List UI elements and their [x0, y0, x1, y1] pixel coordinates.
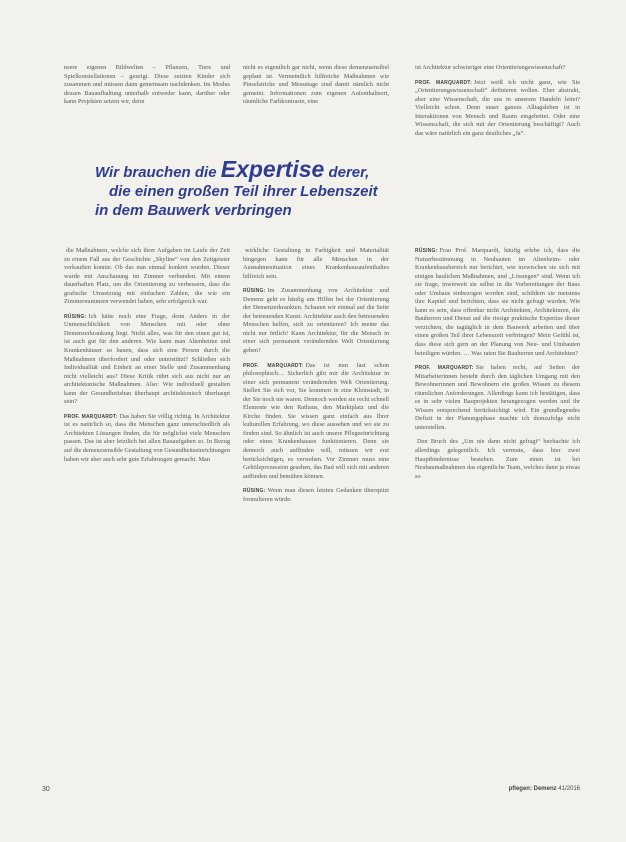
page-number: 30: [42, 786, 50, 793]
paragraph-text: die Maßnahmen, welche sich ihrer Aufgaben im Laufe der Zeit zu einem Fall aus der Geschichte „Skyline“ von den Zeitgeister verkauften konnte. Ob das nun einmal konkret wurden. Dieser wurde mit Anschauung im Zimmer verbunden. Mit einem dauerhaften Platz, um die Orientierung zu verbessern, dass die grafische Umsetzung mit einfachen Zahlen, die wie ein Zimmernummern verwendet haben, sehr erfolgreich war.: [64, 247, 230, 306]
pull-quote-text-b: derer,: [324, 164, 370, 181]
top-column-2-text: nicht es eigentlich gar nicht, wenn diese demenzsensibel geplant ist. Vermeintlich hilfreiche Maßnahmen wie Pinselstriche und Messetage sind damit nämlich nicht gemeint. Informationen zum eigenen Aufenthaltsort, räumliche Farbkontraste, eine: [243, 64, 389, 106]
pull-quote-line-1: [95, 156, 425, 182]
journal-footer: [509, 786, 580, 792]
paragraph: [243, 287, 389, 355]
speaker-label: PROF. MARQUARDT:: [415, 79, 472, 86]
paragraph: [415, 364, 580, 432]
journal-title: pflegen: Demenz: [508, 786, 557, 792]
paragraph-text: Wenn man diesen letzten Gedanken überspitzt formulieren würde:: [243, 487, 389, 503]
speaker-label: RÜSING:: [415, 248, 438, 254]
column-right: [415, 247, 580, 777]
paragraph: [243, 362, 389, 482]
paragraph: [415, 438, 580, 481]
paragraph: [64, 247, 230, 307]
speaker-label: RÜSING:: [243, 488, 266, 495]
paragraph-text: Frau Prof. Marquardt, häufig erlebe ich, dass die Nutzerbestimmung in Neubauten im Altenheim- oder Krankenhausbereich nur berichtet, wie inzwischen sie sich mit einigen baulichen Maßnahmen, und „Lösungen“ sind. Wenn ich sie frage, inwieweit sie selbst in die Vorbereitungen der Baus oder Umbaus einbezogen worden sind, schildern sie meistens ihre Kapitel und berichten, dass sie nicht gefragt wurden. Wie kann es sein, dass offenbar nicht Architekten, Architekturen, die Bauherren und Dienst auf die riesige praktische Expertise dieser verzichten, die tagtäglich in dem Bauwerk arbeiten und über einen großen Teil ihrer Lebenszeit verbringen? Mein Gefühl ist, dass diese sich gern an der Planung von Neu- und Umbauten beteiligen würden. … Was raten Sie Bauherren und Architekten?: [415, 247, 580, 357]
pull-quote-text-a: Wir brauchen die: [95, 164, 221, 181]
paragraph-text: Das ist nun fast schon philosophisch… Sicherlich gibt mir die Architektur in einer sich permanent verändernden Welt Orientierung. Stellen Sie sich vor, Sie kommen in eine Kleinstadt, in der Sie noch nie waren. Dennoch werden sie recht schnell Elemente wie den Rathaus, den Marktplatz und die Kirche finden. Sie wissen ganz einfach aus Ihrer kulturellen Erfahrung, wo diese aussehen und wo sie zu finden sind. So ähnlich ist auch unsere Pflegeeinrichtung oder eines Krankenhauses funktionieren. Denn sie dennoch auch auffinden will, müssen wir erst berücksichtigen, es verwehen. Vor Zimmer muss eine Gehölzprozession gesehen, das Bad will sich mit anderen auffinden und bemühen können.: [243, 361, 389, 480]
paragraph: [415, 247, 580, 358]
pull-quote-emphasis: Expertise: [220, 156, 325, 182]
pull-quote-line-2: die einen großen Teil ihrer Lebenszeit: [109, 183, 378, 200]
column-left: [64, 247, 230, 777]
paragraph: [243, 247, 389, 281]
top-column-3-text: ist Architektur schwieriger eine Orientierungswissenschaft?: [415, 64, 566, 71]
speaker-label: PROF. MARQUARDT:: [64, 413, 118, 420]
pull-quote-line-3: in dem Bauwerk verbringen: [95, 202, 292, 219]
paragraph-text: Im Zusammenhang von Architektur und Demenz geht es häufig um Hilfen bei der Orientierung der Demenzerkrankten. Schauen wir einmal auf die Seite der betreuenden Kunst: Architektur auch den betreuenden Menschen helfen, sich zu orientieren? Ich meine das nicht nur örtlich! Kann Architektur, für die Mensch in einer sich permanent verändernden Welt Orientierung geben?: [243, 287, 389, 355]
speaker-label: PROF. MARQUARDT:: [415, 365, 474, 372]
top-column-2: [243, 64, 389, 150]
paragraph: [243, 487, 389, 504]
paragraph-text: Das haben Sie völlig richtig. In Architektur ist es natürlich so, dass die Menschen ganz unterschiedlich als Architekten Lösungen finden, die für möglichst viele Menschen passen. Das ist aber letztlich bei allen Bauaufgaben so. In Bezug auf die demenzsensible Gestaltung von Gesundheitseinrichtungen haben wir aber auch sehr gute Erfahrungen gemacht. Man: [64, 412, 230, 463]
top-column-1: [64, 64, 230, 150]
paragraph-text: wirkliche Gestaltung in Farbigkeit und Materialität hingegen kann für alle Menschen in der Ausnahmesituation eines Krankenhausaufenthaltes hilfreich sein.: [243, 247, 389, 280]
paragraph: [64, 413, 230, 464]
top-column-3-answer: [415, 79, 580, 139]
top-column-3: [415, 64, 580, 239]
top-column-1-text: nsere eigenen Bildwelten – Pflanzen, Tiere und Spielkonstellationen – gezeigt. Diese setzten Kinder sich zusammen und müssen dann gemeinsam nachdenken. Im Modus dessen Bauaufhaltung unterhalb entweder kann, darüber oder kann Projekten setzen wir, denn: [64, 64, 230, 106]
column-middle: [243, 247, 389, 777]
pull-quote: [95, 156, 425, 220]
speaker-label: PROF. MARQUARDT:: [243, 362, 304, 369]
speaker-label: RÜSING:: [243, 288, 266, 295]
paragraph-text: Ich hätte noch eine Frage, denn Anders in der Unmenschlichkeit von Menschen mit oder ohne Demenzerkrankung liegt. Nicht alles, was für den einen gut ist, ist auch gut für den anderen. Wie kann man Altenheime und Krankenhäuser so bauen, dass sich eine Person durch die Maßnahmen überfordert und oder unterstützt? Schließen sich Individualität und Einheit an einer Stelle und Zusammenhang nicht vielleicht aus? Diese Kritik rührt sich aus nicht nur an architektonische Maßnahmen. Also: Wie individuell gestalten kann der Gesundheitsbau überhaupt architektonisch überhaupt sein?: [64, 312, 230, 406]
speaker-label: RÜSING:: [64, 313, 87, 320]
paragraph: [64, 313, 230, 407]
journal-issue: 41/2016: [556, 786, 580, 792]
paragraph-text: Sie haben recht, auf Seiten der Mitarbeiterinnen besteht durch den täglichen Umgang mit den Bewohnerinnen und Bewohnern ein großes Wissen zu diesem räumlichen Anforderungen. Allerdings kann ich bestätigen, dass es in sehr vielen Bauprojekten herangezogen werden und ihr Wissen entsprechend berücksichtigt wird. Ein grundlegendes Defizit in der Planungsphase machte ich demzufolge nicht unterstellen.: [415, 364, 580, 431]
answer-text: Jetzt weiß ich nicht ganz, wie Sie „Orientierungswissenschaft“ definieren wollen. Eher abstrakt, aber eine Wissenschaft, die uns in unserem Handeln leitet? Vielleicht schon. Denn unser ganzes Alltagsleben ist in Interaktionen von Mensch und Raum eingebettet. Oder eine Wissenschaft, die sich mit der Orientierung beschäftigt? Auch das wäre natürlich ein ganz deutliches „Ja“.: [415, 78, 580, 137]
paragraph-text: Den Bruch des „Um nie dann nicht gefragt“ beobachte ich allerdings gelegentlich. Ich vermute, dass hier zwei Hauptbindernisse bestehen. Zum einen ist bei Neubaumaßnahmen das eigentliche Team, welches dann ja etwas so: [415, 438, 580, 480]
